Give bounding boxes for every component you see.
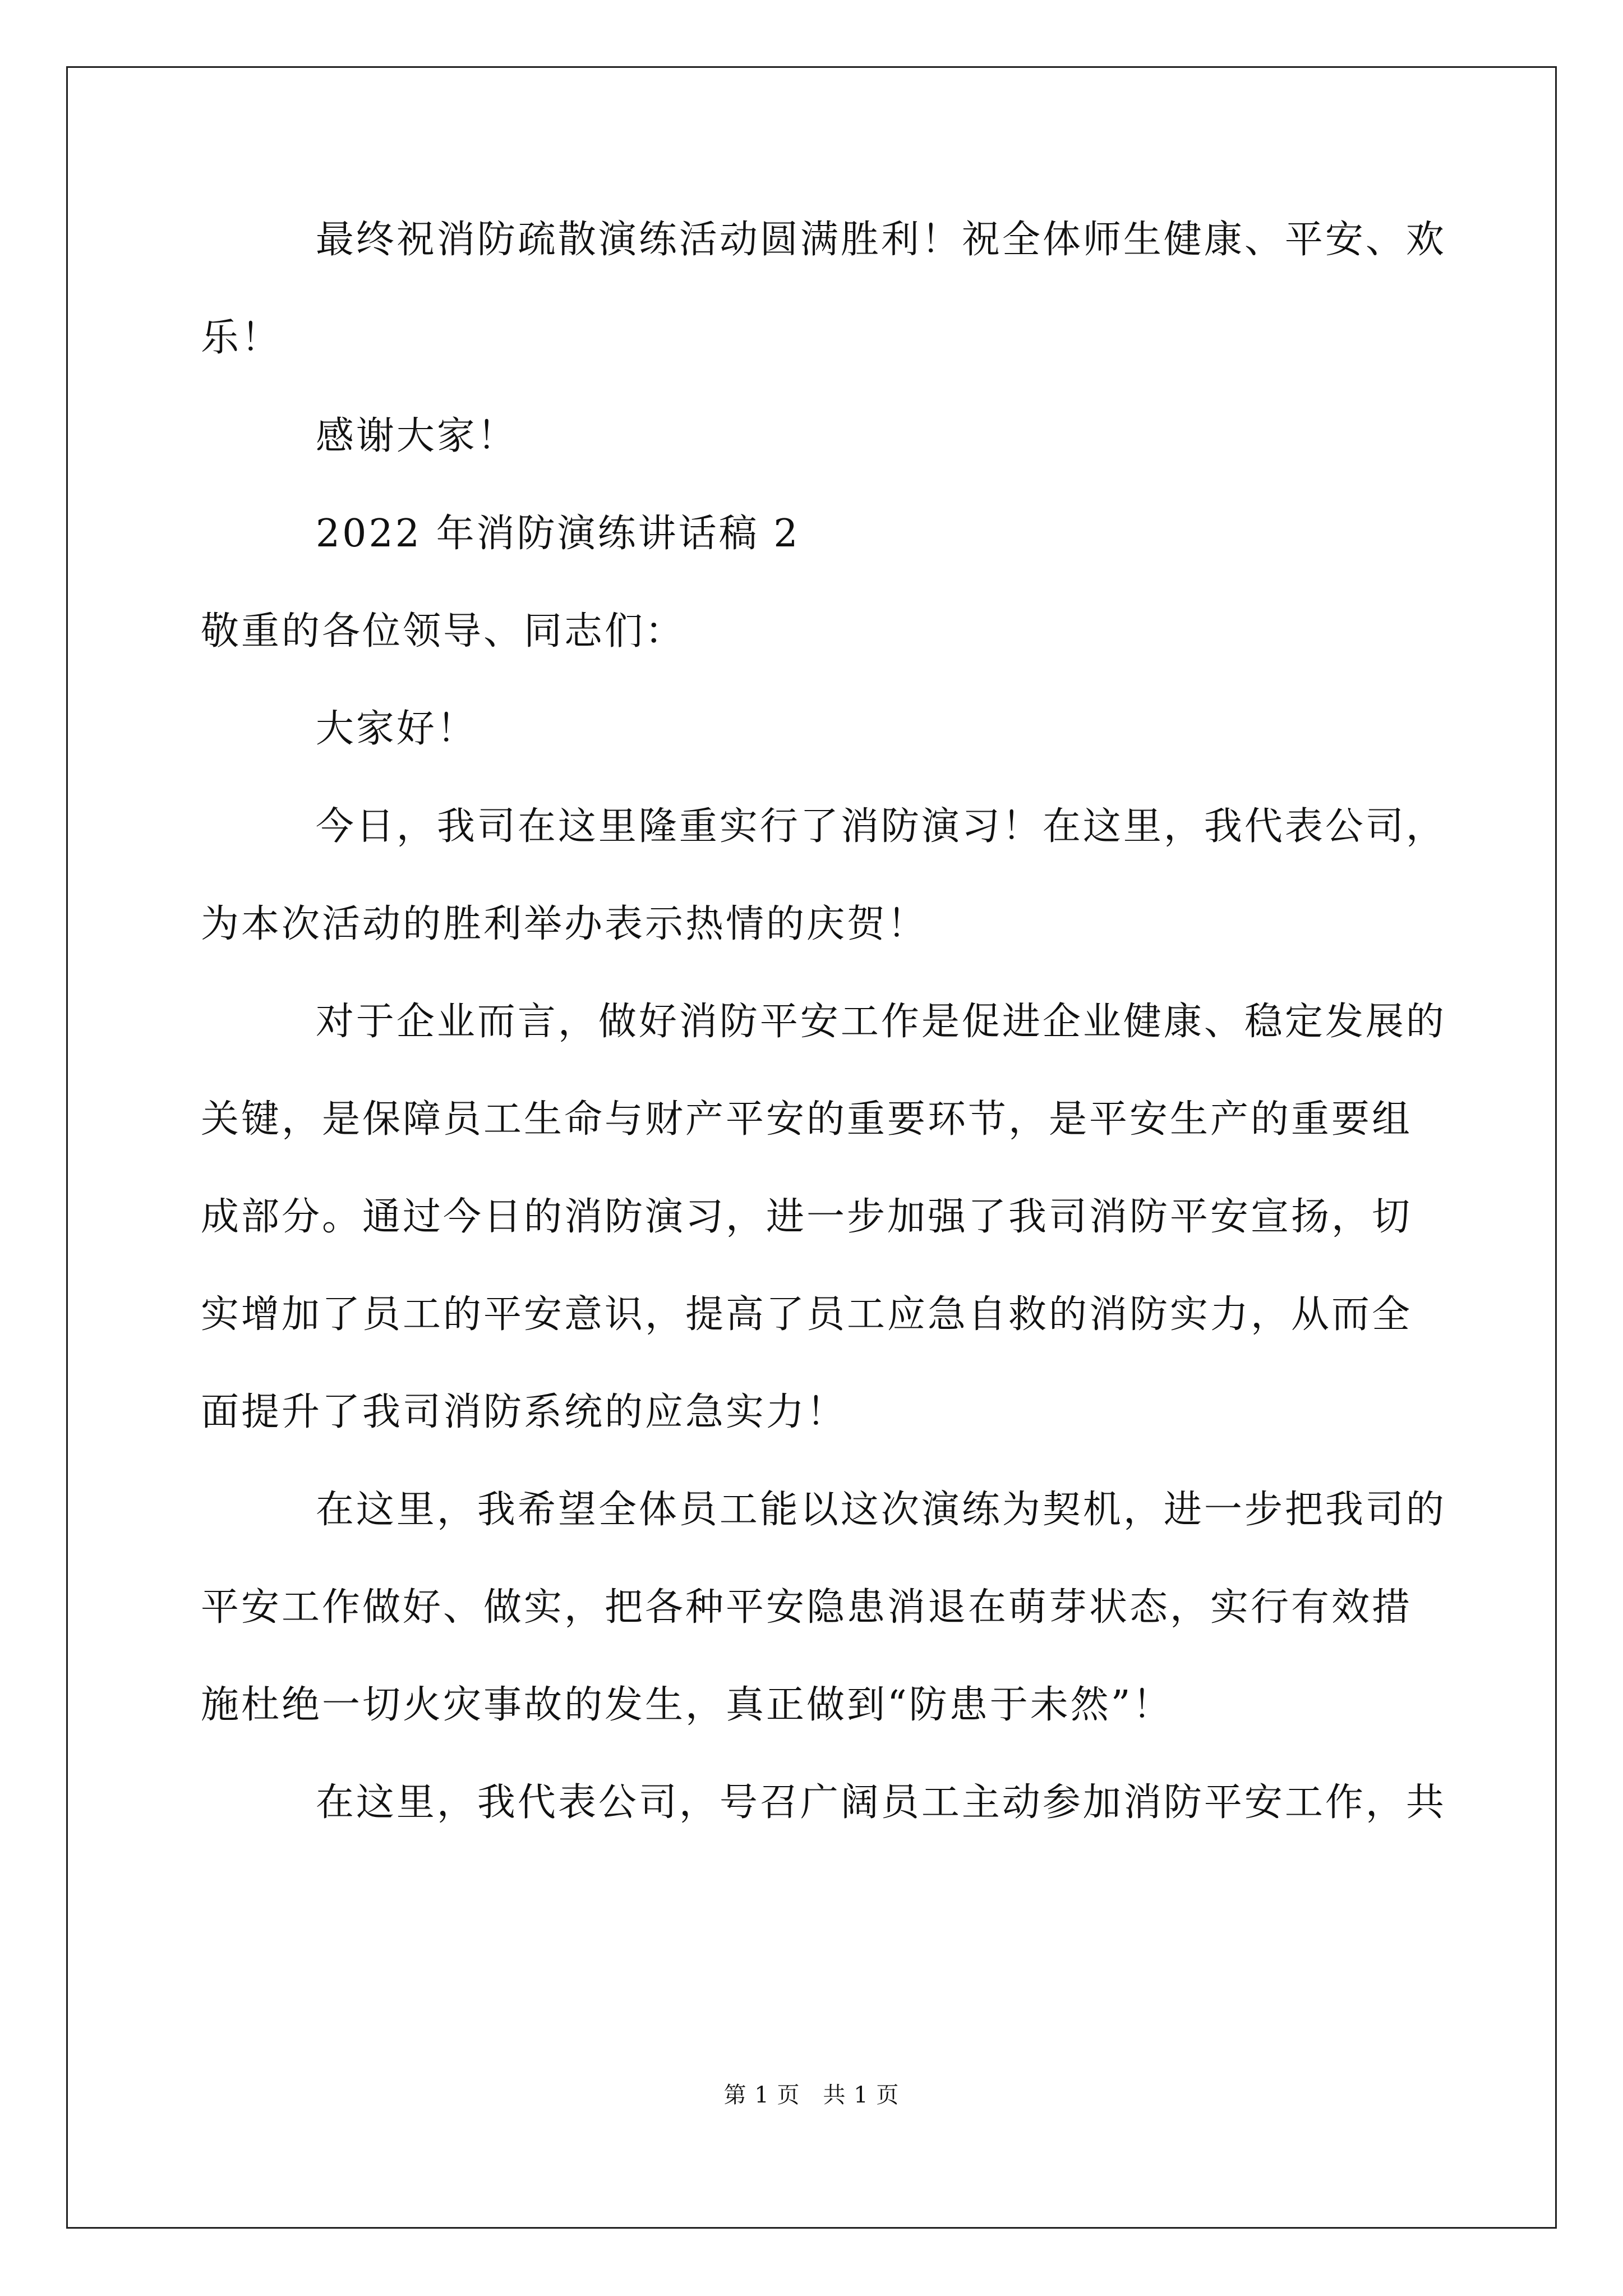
text-line: 乐！ <box>201 316 282 360</box>
text-line: 面提升了我司消防系统的应急实力！ <box>201 1390 847 1434</box>
text-line: 为本次活动的胜利举办表示热情的庆贺！ <box>201 902 928 946</box>
text-line: 平安工作做好、做实，把各种平安隐患消退在萌芽状态，实行有效措 <box>201 1585 1413 1630</box>
text-line: 在这里，我希望全体员工能以这次演练为契机，进一步把我司的 <box>201 1488 1446 1532</box>
text-line: 实增加了员工的平安意识，提高了员工应急自救的消防实力，从而全 <box>201 1292 1413 1337</box>
salutation: 敬重的各位领导、同志们： <box>201 609 686 654</box>
text-line: 施杜绝一切火灾事故的发生，真正做到“防患于未然”！ <box>201 1683 1173 1727</box>
text-line: 感谢大家！ <box>201 414 518 458</box>
page-border <box>66 66 1557 2229</box>
page-footer: 第 1 页 共 1 页 <box>723 2082 900 2108</box>
text-line: 对于企业而言，做好消防平安工作是促进企业健康、稳定发展的 <box>201 1000 1446 1044</box>
text-line: 关键，是保障员工生命与财产平安的重要环节，是平安生产的重要组 <box>201 1097 1413 1142</box>
section-heading: 2022 年消防演练讲话稿 2 <box>201 512 800 556</box>
text-line: 成部分。通过今日的消防演习，进一步加强了我司消防平安宣扬，切 <box>201 1195 1413 1239</box>
text-line: 在这里，我代表公司，号召广阔员工主动参加消防平安工作，共 <box>201 1780 1446 1825</box>
text-line: 最终祝消防疏散演练活动圆满胜利！祝全体师生健康、平安、欢 <box>201 218 1446 262</box>
text-line: 今日，我司在这里隆重实行了消防演习！在这里，我代表公司， <box>201 804 1446 849</box>
text-line: 大家好！ <box>201 707 477 751</box>
